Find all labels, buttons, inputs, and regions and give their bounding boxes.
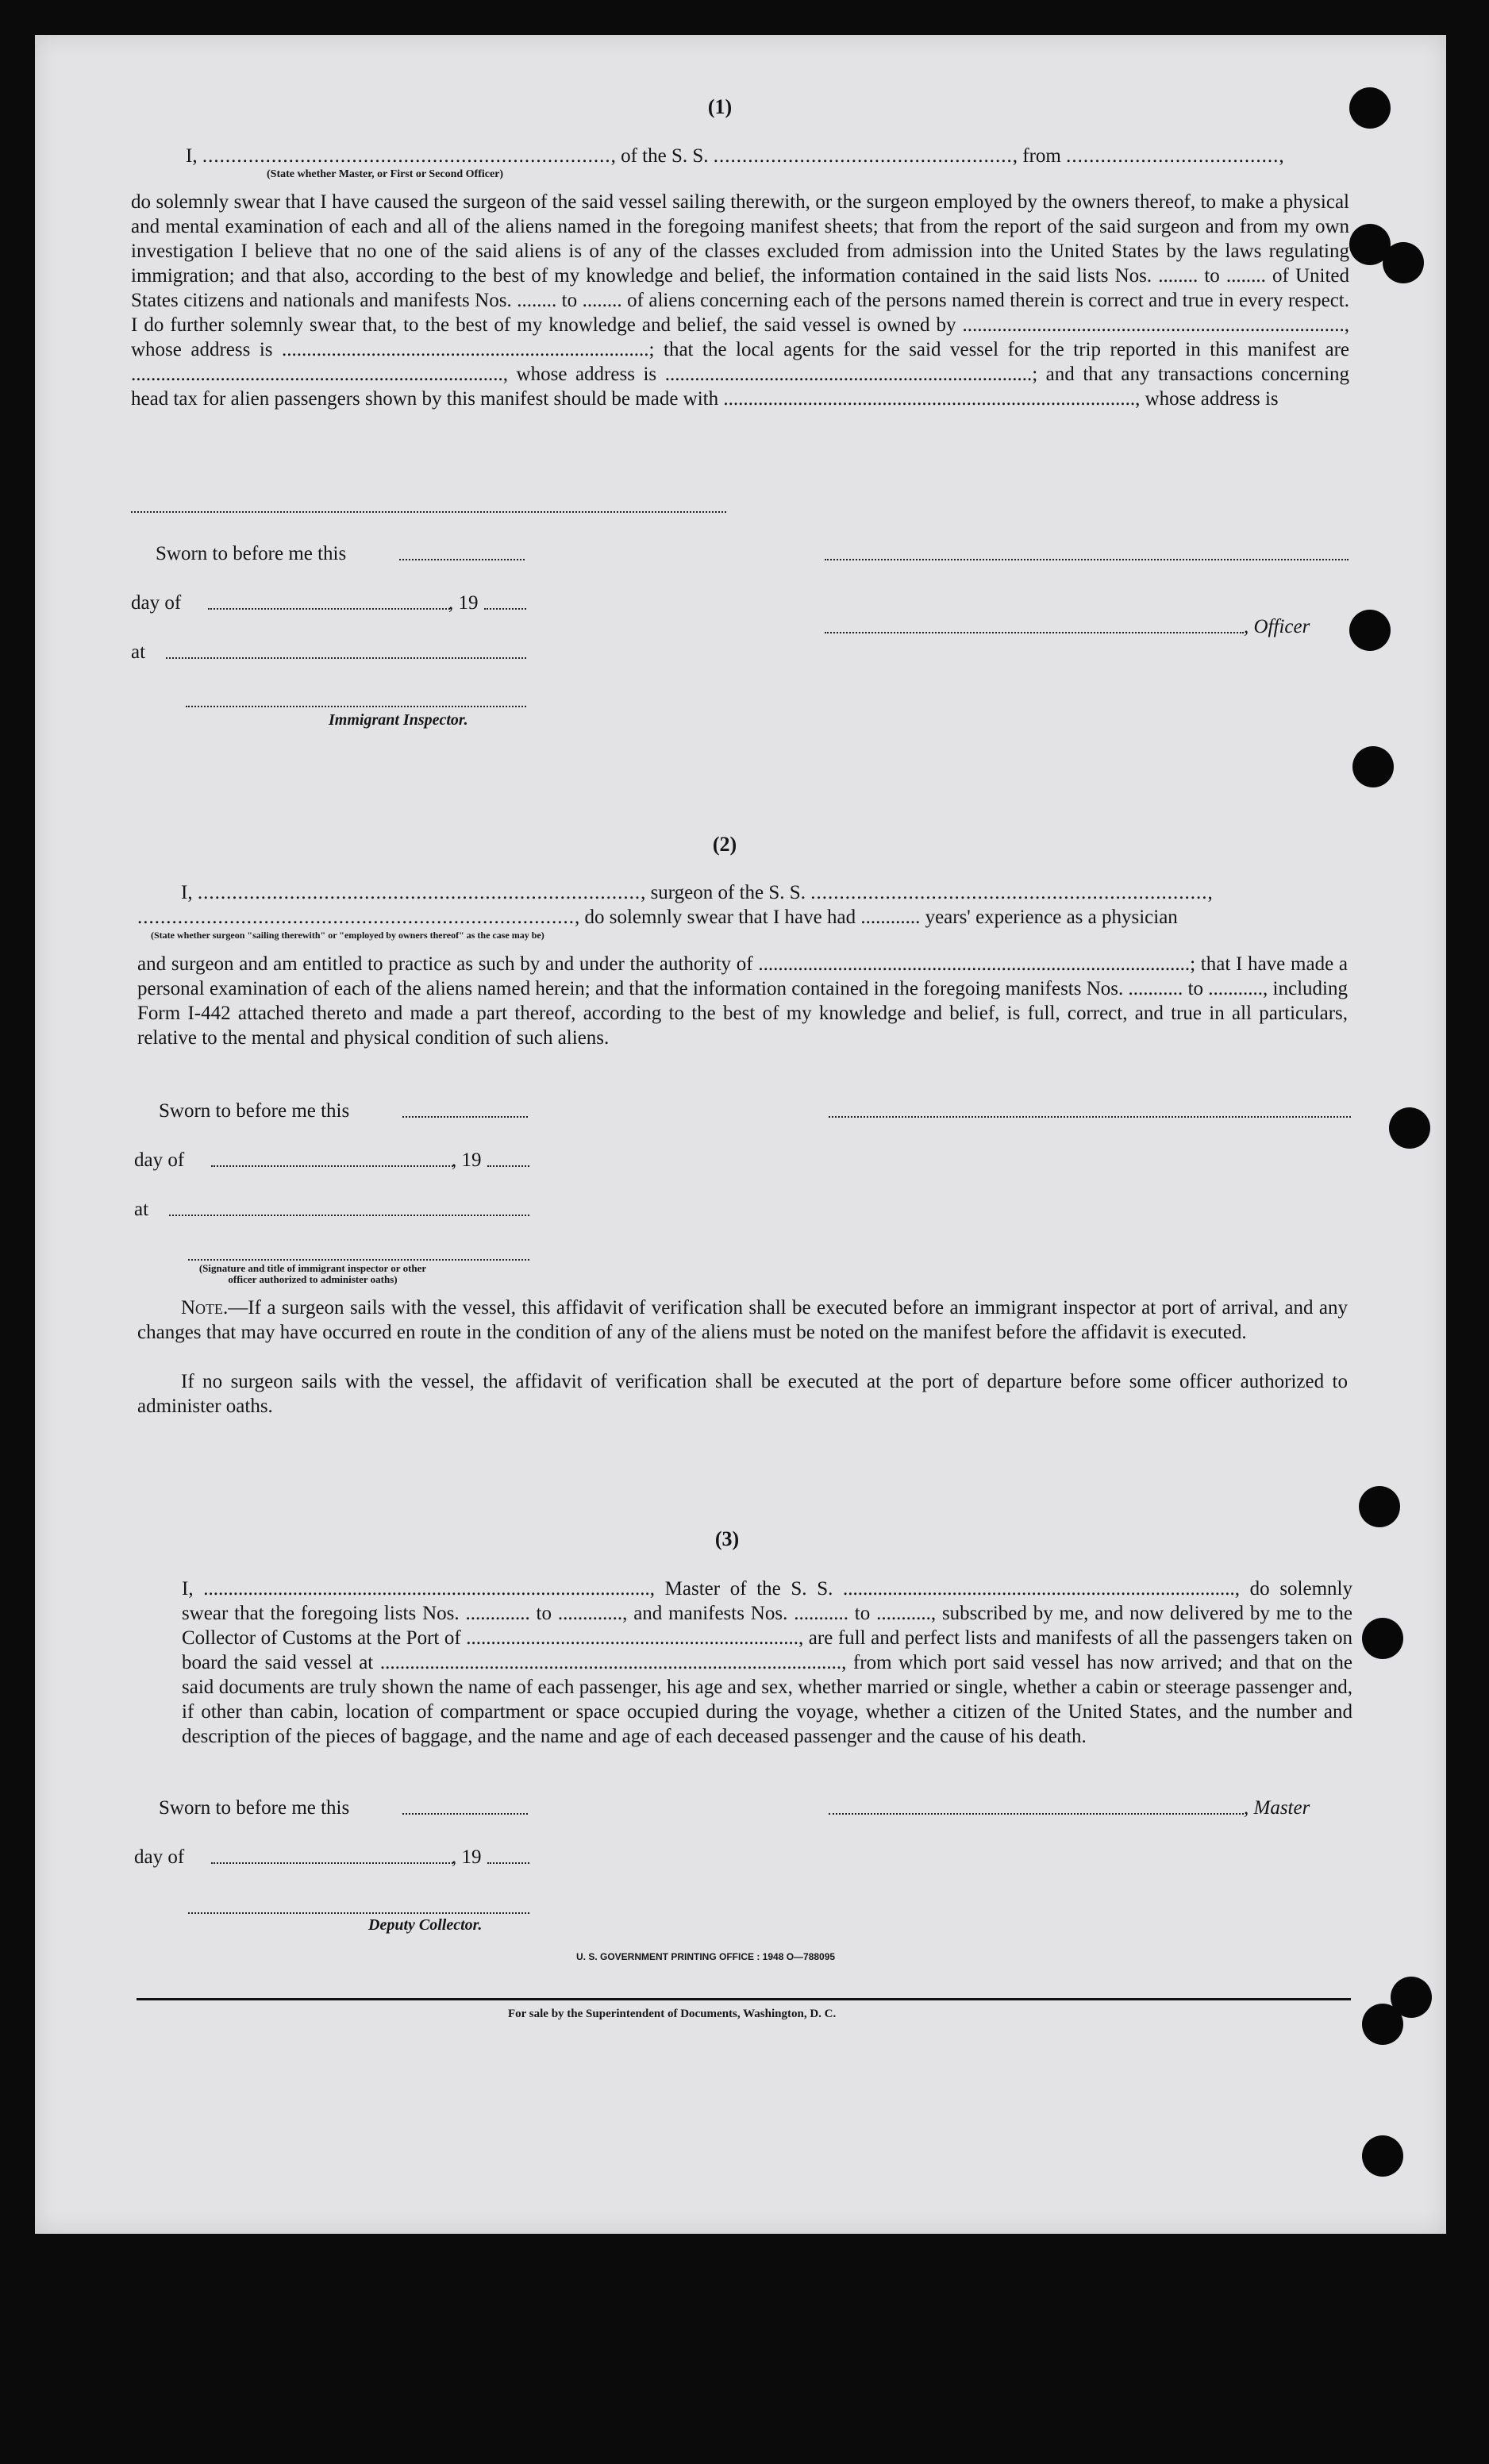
- s2-note2: If no surgeon sails with the vessel, the affidavit of verification shall be executed at the port of departure before some officer authorized to administer oaths.: [137, 1371, 1348, 1417]
- s3-sworn-label: Sworn to before me this: [159, 1797, 350, 1819]
- punch-hole: [1362, 2004, 1403, 2045]
- section-3-number: (3): [714, 1527, 740, 1550]
- s2-sworn-date-blank[interactable]: [402, 1116, 528, 1118]
- s2-i-label: I,: [181, 882, 193, 903]
- s2-year-label: , 19: [452, 1149, 482, 1171]
- s2-ss-label: , surgeon of the S. S.: [641, 882, 806, 903]
- s2-experience-text: , do solemnly swear that I have had ............ years' experience as a physician: [575, 907, 1178, 928]
- s1-body: do solemnly swear that I have caused the surgeon of the said vessel sailing therewith, or the surgeon employed by the owners thereof, to make a physical and mental examination of each and all of the aliens named in the foregoing manifest sheets; that from the report of the said surgeon and from my own investigation I believe that no one of the said aliens is of any of the classes excluded from admission into the United States by the laws regulating immigration; and that also, according to the best of my knowledge and belief, the information contained in the said lists Nos. ........ to ........ of United States citizens and nationals and manifests Nos. ........ to ........ of aliens concerning each of the persons named therein is correct and true in every respect. I do further solemnly swear that, to the best of my knowledge and belief, the said vessel is owned by ............................................................................., whose address is ..........................................................................; that the local agents for the said vessel for the trip reported in this manifest are ..........................................................................., whose address is ..........................................................................; and that any transactions concerning head tax for alien passengers shown by this manifest should be made with ..................................................................................., whose address is: [131, 191, 1349, 410]
- s2-year-blank[interactable]: [487, 1165, 529, 1167]
- s1-at-label: at: [131, 641, 146, 663]
- s3-sworn: [159, 1796, 349, 1820]
- footer-rule: [137, 1998, 1351, 2000]
- punch-hole: [1349, 87, 1391, 129]
- s3-day-label: day of: [134, 1846, 185, 1868]
- s1-day-label: day of: [131, 592, 182, 614]
- s1-officer-sign-blank[interactable]: [825, 632, 1244, 633]
- s2-day: [134, 1148, 184, 1172]
- s3-day-blank[interactable]: [211, 1862, 453, 1864]
- punch-hole: [1389, 1107, 1430, 1149]
- s1-signature-blank[interactable]: [825, 559, 1349, 560]
- form-sheet: [35, 35, 1446, 2234]
- s2-note-body: —If a surgeon sails with the vessel, this affidavit of verification shall be executed before an immigrant inspector at port of arrival, and any changes that may have occurred en route in the condition of any of the aliens must be noted on the manifest before the affidavit is executed.: [137, 1297, 1348, 1343]
- s3-day: [134, 1845, 184, 1869]
- s1-sworn: [156, 541, 346, 566]
- s1-address-blank[interactable]: [131, 511, 726, 513]
- s3-master-label: , Master: [1244, 1797, 1310, 1819]
- s1-ship-blank[interactable]: ....................................................: [713, 145, 1013, 167]
- s2-surgeon-caption: (State whether surgeon "sailing therewith" or "employed by owners thereof" as the case may be): [151, 930, 544, 941]
- s2-ship-blank[interactable]: .....................................................................,: [810, 882, 1214, 903]
- s2-surgeon-blank[interactable]: ............................................................................: [137, 907, 575, 928]
- s1-sworn-label: Sworn to before me this: [156, 543, 347, 564]
- punch-hole: [1352, 746, 1394, 787]
- punch-hole: [1383, 242, 1424, 283]
- s1-line1: [186, 144, 1285, 168]
- s1-inspector-caption: Immigrant Inspector.: [329, 711, 468, 729]
- s2-line2: [137, 905, 1178, 930]
- s2-day-label: day of: [134, 1149, 185, 1171]
- s1-at: [131, 640, 145, 664]
- s1-officer-blank[interactable]: .......................................................................: [202, 145, 611, 167]
- s1-inspector-blank[interactable]: [186, 706, 526, 707]
- printing-office-note: U. S. GOVERNMENT PRINTING OFFICE : 1948 O—788095: [576, 1951, 836, 1962]
- section-2-number: (2): [712, 833, 737, 856]
- punch-hole: [1362, 1618, 1403, 1659]
- s2-signature-caption: (Signature and title of immigrant inspector or other officer authorized to administer oaths): [198, 1262, 427, 1285]
- s2-signature-blank[interactable]: [829, 1116, 1351, 1118]
- s2-at: [134, 1197, 148, 1222]
- for-sale-note: For sale by the Superintendent of Documents, Washington, D. C.: [508, 2008, 837, 2020]
- s1-year-blank[interactable]: [484, 608, 526, 610]
- s3-collector-caption: Deputy Collector.: [368, 1916, 483, 1934]
- s2-note: [137, 1296, 1348, 1345]
- s2-sworn: [159, 1099, 349, 1123]
- s1-at-blank[interactable]: [166, 657, 526, 659]
- s1-i-label: I,: [186, 145, 198, 167]
- punch-hole: [1362, 2135, 1403, 2177]
- s1-from-blank[interactable]: .....................................,: [1066, 145, 1285, 167]
- s2-sworn-label: Sworn to before me this: [159, 1100, 350, 1122]
- s2-name-blank[interactable]: .............................................................................: [197, 882, 641, 903]
- s1-day-blank[interactable]: [208, 608, 450, 610]
- s1-year-label: , 19: [448, 592, 479, 614]
- s3-year-label: , 19: [452, 1846, 482, 1868]
- s2-at-label: at: [134, 1199, 149, 1220]
- s2-inspector-blank[interactable]: [188, 1259, 529, 1261]
- punch-hole: [1349, 610, 1391, 651]
- s3-year-blank[interactable]: [487, 1862, 529, 1864]
- s1-officer-caption: (State whether Master, or First or Second Officer): [267, 168, 504, 180]
- s3-collector-blank[interactable]: [188, 1912, 529, 1914]
- s2-line1: [181, 880, 1214, 905]
- s3-master-sign-blank[interactable]: [829, 1813, 1244, 1815]
- s1-day: [131, 591, 181, 615]
- s3-sworn-date-blank[interactable]: [402, 1813, 528, 1815]
- s1-officer-label: , Officer: [1244, 616, 1310, 637]
- s1-sworn-date-blank[interactable]: [399, 559, 525, 560]
- s2-body: and surgeon and am entitled to practice as such by and under the authority of .......................................................................................; that I have made a personal examination of each of the aliens named herein; and that the information contained in the foregoing manifests Nos. ........... to ..........., including Form I-442 attached thereto and made a part thereof, according to the best of my knowledge and belief, is full, correct, and true in all particulars, relative to the mental and physical condition of such aliens.: [137, 953, 1348, 1049]
- s3-body: I, .........................................................................................., Master of the S. S. ..............................................................................., do solemnly swear that the foregoing lists Nos. ............. to ............., and manifests Nos. ........... to ..........., subscribed by me, and now delivered by me to the Collector of Customs at the Port of ..................................................................., are full and perfect lists and manifests of all the passengers taken on board the said vessel at ............................................................................................., from which port said vessel has now arrived; and that on the said documents are truly shown the name of each passenger, his age and sex, whether married or single, whether a cabin or steerage passenger and, if other than cabin, location of compartment or space occupied during the voyage, whether a citizen of the United States, and the number and description of the pieces of baggage, and the name and age of each deceased passenger and the cause of his death.: [182, 1578, 1352, 1747]
- s2-at-blank[interactable]: [169, 1215, 529, 1216]
- section-1-number: (1): [707, 95, 733, 118]
- s2-day-blank[interactable]: [211, 1165, 453, 1167]
- s1-ss-label: , of the S. S.: [610, 145, 709, 167]
- s1-from-label: , from: [1012, 145, 1061, 167]
- punch-hole: [1359, 1486, 1400, 1527]
- s2-note-label: Note.: [181, 1297, 229, 1319]
